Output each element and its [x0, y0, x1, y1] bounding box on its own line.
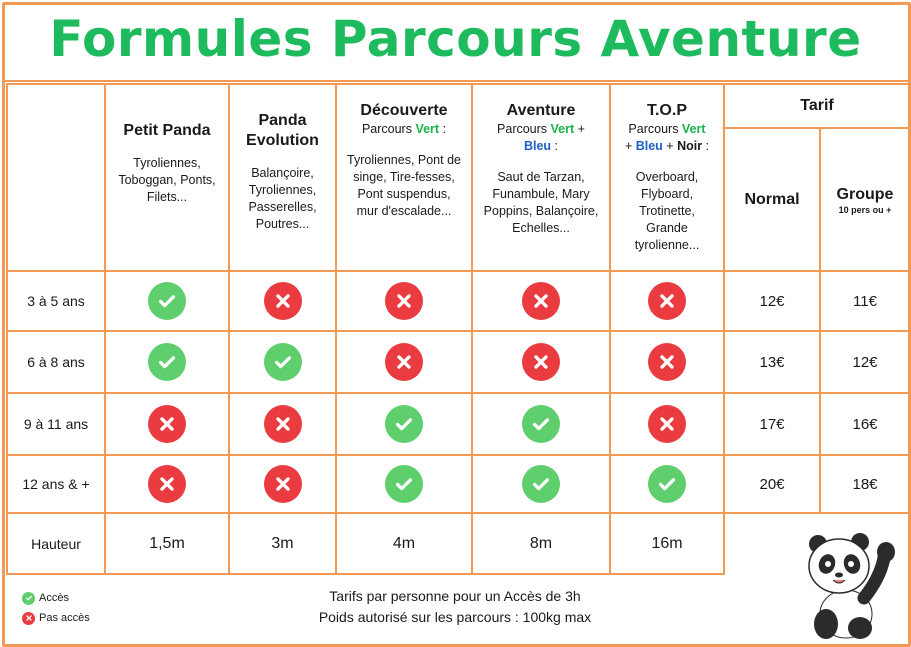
- subtitle-text: +: [662, 139, 678, 153]
- access-cell: [610, 455, 724, 513]
- header-description: Balançoire, Tyroliennes, Passerelles, Poutres...: [248, 166, 317, 231]
- price-normal: 12€: [724, 271, 820, 331]
- header-subtitle: [337, 121, 471, 138]
- cross-icon: [648, 282, 686, 320]
- access-cell: [336, 393, 472, 455]
- cross-icon: [264, 282, 302, 320]
- legend-ok-label: Accès: [39, 592, 69, 604]
- access-cell: [229, 455, 336, 513]
- hauteur-value: 16m: [610, 513, 724, 574]
- price-groupe: 18€: [820, 455, 910, 513]
- check-icon: [22, 592, 35, 605]
- legend: [22, 588, 90, 628]
- header-title: Panda Evolution: [246, 112, 319, 149]
- header-groupe: [820, 128, 910, 271]
- parcours-noir-label: Noir: [677, 139, 703, 153]
- access-cell: [105, 455, 229, 513]
- hauteur-value: 3m: [229, 513, 336, 574]
- age-row: [7, 331, 910, 393]
- groupe-label: Groupe: [836, 185, 894, 203]
- subtitle-text: Parcours: [361, 122, 416, 136]
- header-description: Tyroliennes, Toboggan, Ponts, Filets...: [118, 156, 216, 204]
- cross-icon: [648, 405, 686, 443]
- hauteur-row: [7, 513, 910, 574]
- access-cell: [105, 331, 229, 393]
- hauteur-value: 4m: [336, 513, 472, 574]
- access-cell: [105, 393, 229, 455]
- check-icon: [148, 343, 186, 381]
- header-title: Petit Panda: [123, 122, 211, 139]
- cross-icon: [264, 465, 302, 503]
- subtitle-text: :: [439, 122, 447, 136]
- access-cell: [336, 271, 472, 331]
- parcours-vert-label: Vert: [681, 122, 706, 136]
- header-title: Aventure: [506, 102, 576, 119]
- header-subtitle: [611, 121, 723, 155]
- age-label: 6 à 8 ans: [7, 331, 105, 393]
- legend-ok: [22, 588, 90, 608]
- legend-no-label: Pas accès: [39, 612, 90, 624]
- access-cell: [336, 331, 472, 393]
- header-title: Découverte: [360, 102, 448, 119]
- cross-icon: [385, 282, 423, 320]
- access-cell: [229, 271, 336, 331]
- cross-icon: [264, 405, 302, 443]
- access-cell: [472, 455, 610, 513]
- note-line: Tarifs par personne pour un Accès de 3h: [329, 588, 581, 604]
- cross-icon: [22, 612, 35, 625]
- check-icon: [148, 282, 186, 320]
- subtitle-text: :: [551, 139, 559, 153]
- price-normal: 20€: [724, 455, 820, 513]
- age-row: [7, 393, 910, 455]
- cross-icon: [522, 282, 560, 320]
- header-aventure: [472, 84, 610, 271]
- price-normal: 17€: [724, 393, 820, 455]
- title-divider: [5, 80, 908, 82]
- hauteur-value: 8m: [472, 513, 610, 574]
- access-cell: [610, 393, 724, 455]
- header-description: Tyroliennes, Pont de singe, Tire-fesses, Pont suspendus, mur d'escalade...: [347, 153, 461, 218]
- hauteur-label: Hauteur: [7, 513, 105, 574]
- header-empty-cell: [7, 84, 105, 271]
- header-description: Overboard, Flyboard, Trotinette, Grande tyrolienne...: [634, 170, 700, 252]
- header-decouverte: [336, 84, 472, 271]
- panda-illustration: [802, 528, 898, 640]
- cross-icon: [148, 465, 186, 503]
- header-subtitle: [473, 121, 609, 155]
- parcours-vert-label: Vert: [415, 122, 440, 136]
- parcours-bleu-label: Bleu: [635, 139, 663, 153]
- check-icon: [385, 465, 423, 503]
- check-icon: [264, 343, 302, 381]
- subtitle-text: +: [574, 122, 585, 136]
- age-rows: [7, 271, 910, 513]
- access-cell: [229, 393, 336, 455]
- access-cell: [229, 331, 336, 393]
- access-cell: [336, 455, 472, 513]
- parcours-bleu-label: Bleu: [523, 139, 552, 153]
- price-groupe: 11€: [820, 271, 910, 331]
- hauteur-value: 1,5m: [105, 513, 229, 574]
- page-title: Formules Parcours Aventure: [49, 10, 862, 68]
- normal-label: Normal: [744, 190, 800, 208]
- price-groupe: 16€: [820, 393, 910, 455]
- subtitle-text: +: [624, 139, 636, 153]
- age-label: 9 à 11 ans: [7, 393, 105, 455]
- age-label: 12 ans & +: [7, 455, 105, 513]
- check-icon: [522, 465, 560, 503]
- header-top: [610, 84, 724, 271]
- notes: [250, 586, 660, 628]
- access-cell: [610, 271, 724, 331]
- header-normal: [724, 128, 820, 271]
- check-icon: [648, 465, 686, 503]
- access-cell: [105, 271, 229, 331]
- age-row: [7, 455, 910, 513]
- cross-icon: [648, 343, 686, 381]
- header-petit-panda: [105, 84, 229, 271]
- legend-no: [22, 608, 90, 628]
- age-row: [7, 271, 910, 331]
- groupe-note: 10 pers ou +: [838, 204, 892, 215]
- access-cell: [610, 331, 724, 393]
- price-normal: 13€: [724, 331, 820, 393]
- check-icon: [385, 405, 423, 443]
- header-description: Saut de Tarzan, Funambule, Mary Poppins, Balançoire, Echelles...: [483, 170, 599, 235]
- access-cell: [472, 331, 610, 393]
- access-cell: [472, 271, 610, 331]
- header-title: T.O.P: [646, 102, 687, 119]
- header-tarif: Tarif: [724, 84, 910, 128]
- pricing-table: [6, 83, 911, 575]
- subtitle-text: :: [702, 139, 710, 153]
- note-line: Poids autorisé sur les parcours : 100kg max: [318, 609, 592, 625]
- parcours-vert-label: Vert: [550, 122, 575, 136]
- subtitle-text: Parcours: [628, 122, 682, 136]
- price-groupe: 12€: [820, 331, 910, 393]
- subtitle-text: Parcours: [497, 122, 551, 136]
- cross-icon: [385, 343, 423, 381]
- cross-icon: [522, 343, 560, 381]
- access-cell: [472, 393, 610, 455]
- check-icon: [522, 405, 560, 443]
- header-panda-evolution: [229, 84, 336, 271]
- age-label: 3 à 5 ans: [7, 271, 105, 331]
- cross-icon: [148, 405, 186, 443]
